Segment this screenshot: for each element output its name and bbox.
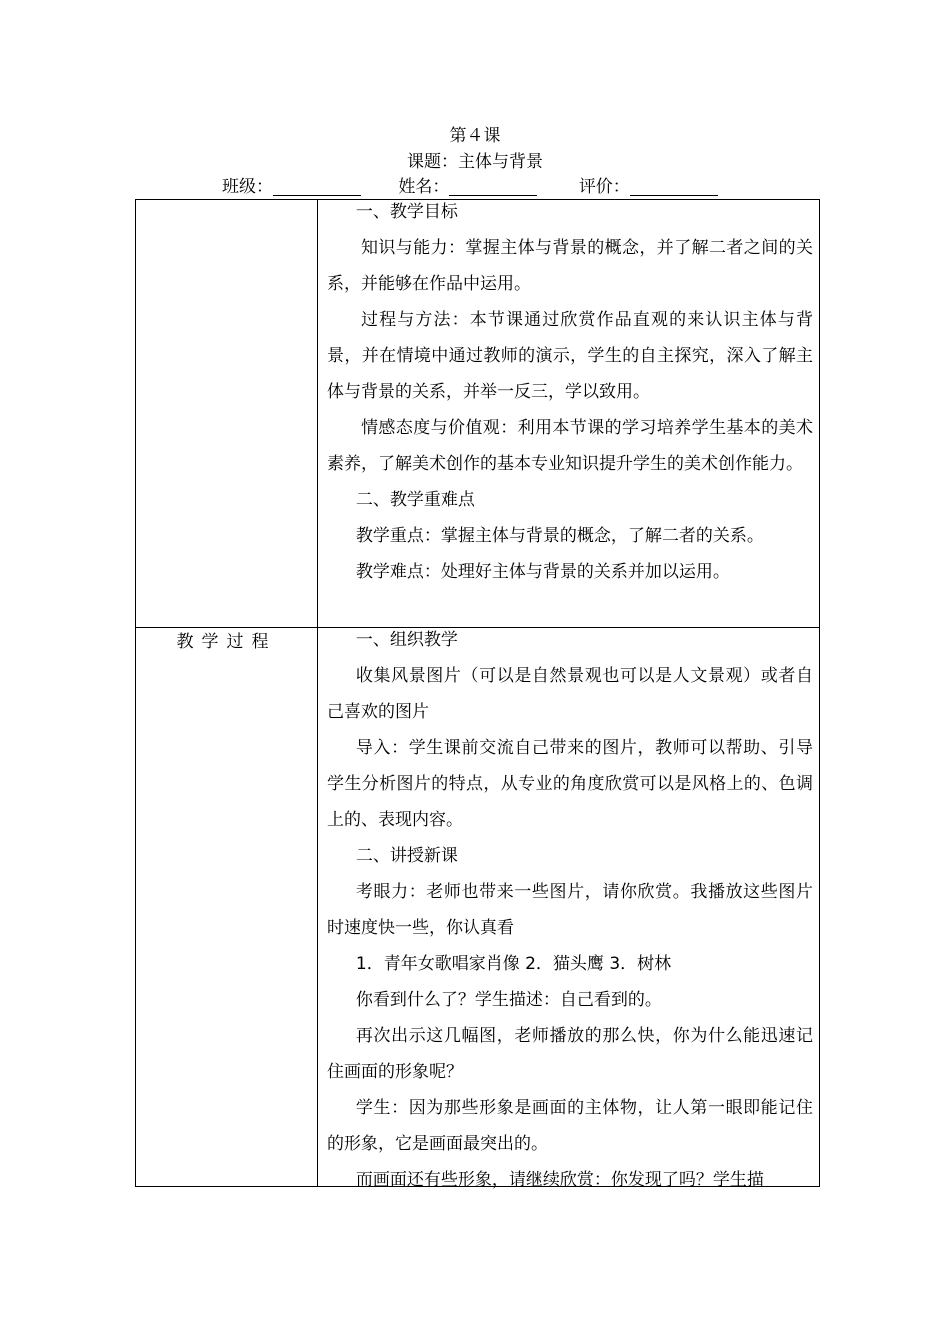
process-paragraph: 收集风景图片（可以是自然景观也可以是人文景观）或者自己喜欢的图片 [327,666,813,722]
evaluation-label: 评价： [578,177,630,197]
process-paragraph: 你看到什么了？学生描述：自己看到的。 [355,990,662,1010]
process-paragraph: 导入：学生课前交流自己带来的图片，教师可以帮助、引导学生分析图片的特点，从专业的角度欣赏可以是风格上的、色调上的、表现内容。 [327,738,813,830]
lesson-number: 第４课 [449,126,501,146]
column-divider [317,199,318,1187]
teaching-process-label: 教学过程 [176,632,277,652]
name-label: 姓名： [398,177,450,197]
lesson-topic: 课题：主体与背景 [407,152,543,172]
goals-heading: 一、教学目标 [355,202,458,222]
goals-paragraph: 情感态度与价值观：利用本节课的学习培养学生基本的美术素养，了解美术创作的基本专业知识提升学生的美术创作能力。 [327,418,813,474]
process-paragraph: 学生：因为那些形象是画面的主体物，让人第一眼即能记住的形象，它是画面最突出的。 [327,1098,813,1154]
key-point: 教学重点：掌握主体与背景的概念，了解二者的关系。 [355,526,764,546]
process-heading: 二、讲授新课 [355,846,458,866]
process-paragraph: 1．青年女歌唱家肖像 2．猫头鹰 3．树林 [355,954,672,974]
process-paragraph: 而画面还有些形象，请继续欣赏：你发现了吗？学生描 [355,1170,764,1190]
process-heading: 一、组织教学 [355,630,458,650]
goals-cell [327,194,813,590]
process-paragraph: 考眼力：老师也带来一些图片，请你欣赏。我播放这些图片时速度快一些，你认真看 [327,882,813,938]
process-cell [327,622,813,1198]
goals-paragraph: 知识与能力：掌握主体与背景的概念，并了解二者之间的关系，并能够在作品中运用。 [327,238,813,294]
key-points-heading: 二、教学重难点 [355,490,475,510]
class-label: 班级： [222,177,273,197]
process-paragraph: 再次出示这几幅图，老师播放的那么快，你为什么能迅速记住画面的形象呢？ [327,1026,813,1082]
goals-paragraph: 过程与方法：本节课通过欣赏作品直观的来认识主体与背景，并在情境中通过教师的演示，学生的自主探究，深入了解主体与背景的关系，并举一反三，学以致用。 [327,310,813,402]
difficult-point: 教学难点：处理好主体与背景的关系并加以运用。 [355,562,730,582]
